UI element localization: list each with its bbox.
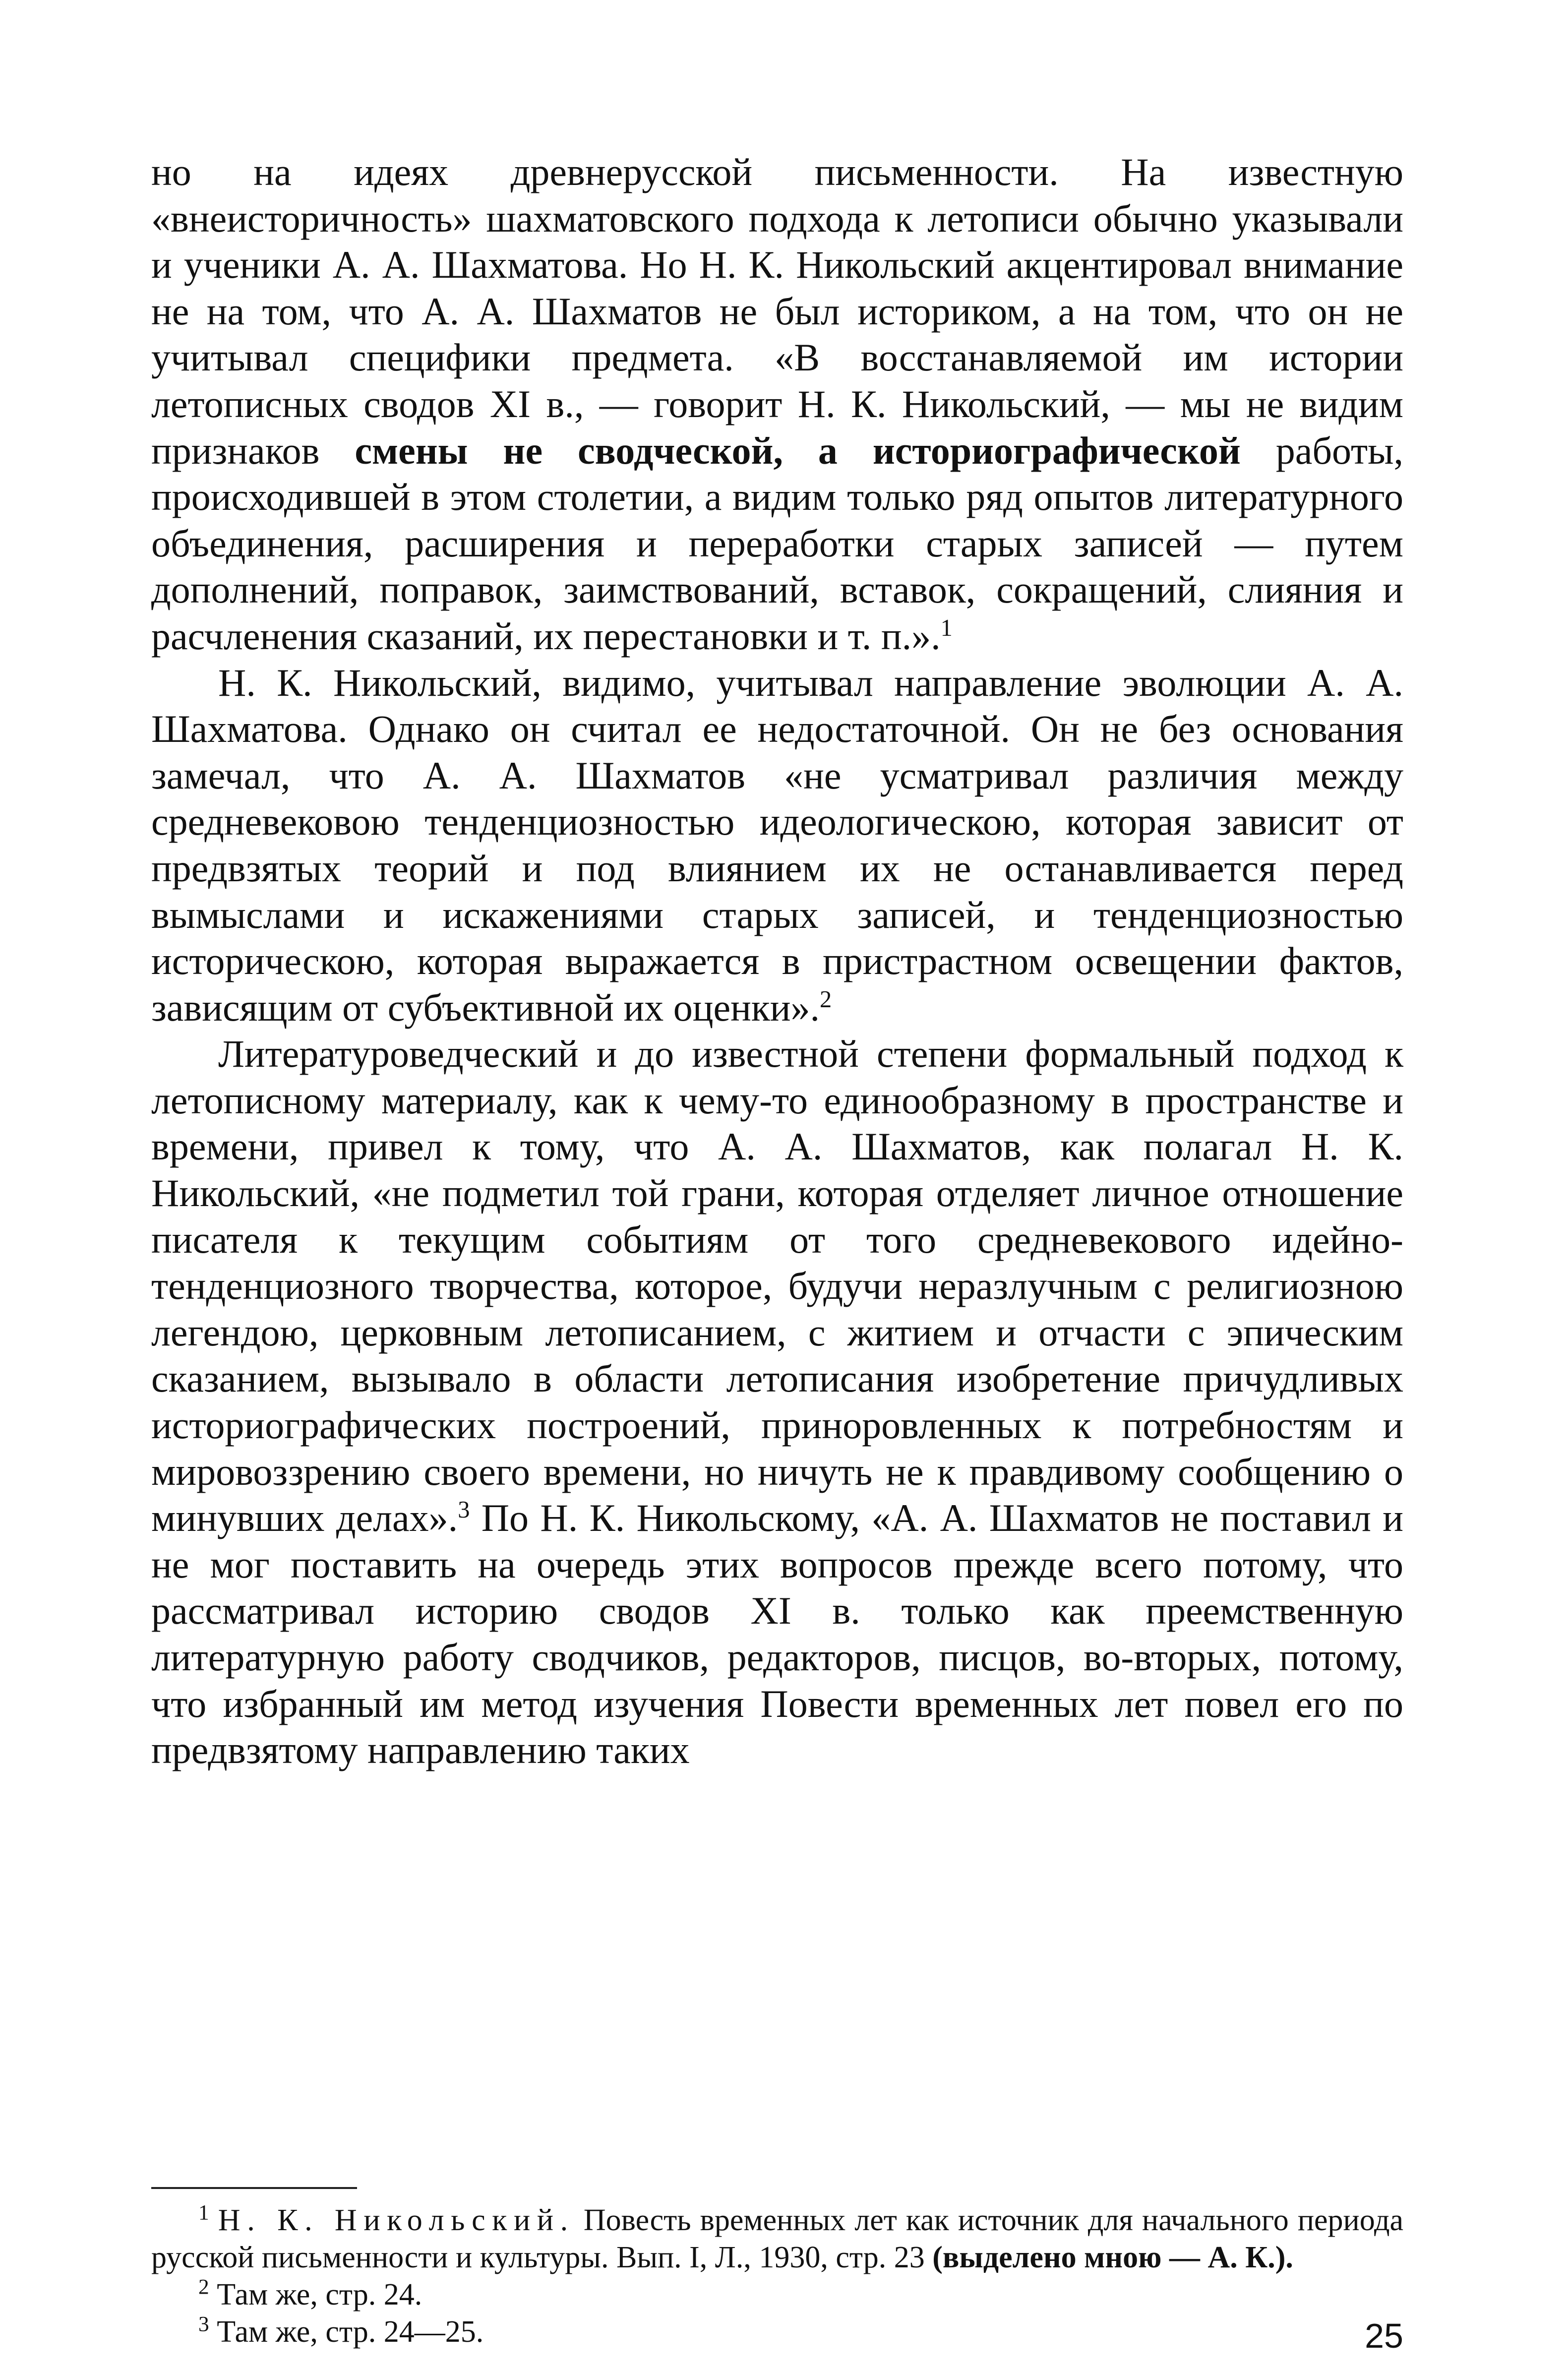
footnote-text: Повесть временных лет как источник для начального периода русской письменности и культуры. Вып. I, Л., 1930, стр. 23 xyxy=(151,2203,1404,2274)
paragraph-text: работы, происходившей в этом столетии, а видим только ряд опытов литературного объединения, расширения и переработки старых записей — путем дополнений, поправок, заимствований, вставок, сокращений, слияния и расчленения сказаний, их перестановки и т. п.». xyxy=(151,428,1403,658)
paragraph xyxy=(151,149,1403,660)
footnote-emphasis: (выделено мною — А. К.). xyxy=(932,2241,1293,2274)
paragraph xyxy=(151,660,1403,1031)
paragraph-text: По Н. К. Никольскому, «А. А. Шахматов не поставил и не мог поставить на очередь этих вопросов прежде всего потому, что рассматривал историю сводов XI в. только как преемственную литературную работу сводчиков, редакторов, писцов, во-вторых, потому, что избранный им метод изучения Повести временных лет повел его по предвзятому направлению таких xyxy=(151,1496,1404,1772)
footnote-text: Там же, стр. 24. xyxy=(217,2278,422,2311)
paragraph-text: Н. К. Никольский, видимо, учитывал направление эволюции А. А. Шахматова. Однако он считал ее недостаточной. Он не без основания замечал, что А. А. Шахматов «не усматривал различия между средневековою тенденциозностью идеологическою, которая зависит от предвзятых теорий и под влиянием их не останавливается перед вымыслами и искажениями старых записей, и тенденциозностью историческою, которая выражается в пристрастном освещении фактов, зависящим от субъективной их оценки». xyxy=(151,661,1403,1029)
paragraph-text: но на идеях древнерусской письменности. На известную «внеисторичность» шахматовского подхода к летописи обычно указывали и ученики А. А. Шахматова. Но Н. К. Никольский акцентировал внимание не на том, что А. А. Шахматов не был историком, а на том, что он не учитывал специфики предмета. «В восстанавляемой им истории летописных сводов XI в., — говорит Н. К. Никольский, — мы не видим признаков xyxy=(151,150,1403,472)
emphasized-text: смены не сводческой, а историографической xyxy=(355,428,1241,472)
paragraph xyxy=(151,1031,1403,1773)
footnote xyxy=(151,2202,1403,2276)
page-number: 25 xyxy=(1365,2316,1403,2355)
footnote-reference: 3 xyxy=(458,1497,470,1523)
footnote-reference: 1 xyxy=(940,614,953,641)
footnote-text: Там же, стр. 24—25. xyxy=(217,2315,484,2349)
footnote-divider xyxy=(151,2187,357,2189)
footnote-author: Н. К. Никольский. xyxy=(218,2203,575,2237)
footnote xyxy=(151,2313,1403,2351)
footnote-number: 3 xyxy=(198,2312,209,2336)
footnote-reference: 2 xyxy=(819,986,832,1013)
footnote-number: 1 xyxy=(198,2200,209,2225)
footnote xyxy=(151,2276,1403,2313)
main-text xyxy=(151,149,1403,1773)
footnote-number: 2 xyxy=(198,2275,209,2299)
footnotes xyxy=(151,2202,1403,2351)
paragraph-text: Литературоведческий и до известной степени формальный подход к летописному материалу, как к чему-то единообразному в пространстве и времени, привел к тому, что А. А. Шахматов, как полагал Н. К. Никольский, «не подметил той грани, которая отделяет личное отношение писателя к текущим событиям от того средневекового идейно-тенденциозного творчества, которое, будучи неразлучным с религиозною легендою, церковным летописанием, с житием и отчасти с эпическим сказанием, вызывало в области летописания изобретение причудливых историографических построений, приноровленных к потребностям и мировоззрению своего времени, но ничуть не к правдивому сообщению о минувших делах». xyxy=(151,1032,1403,1540)
